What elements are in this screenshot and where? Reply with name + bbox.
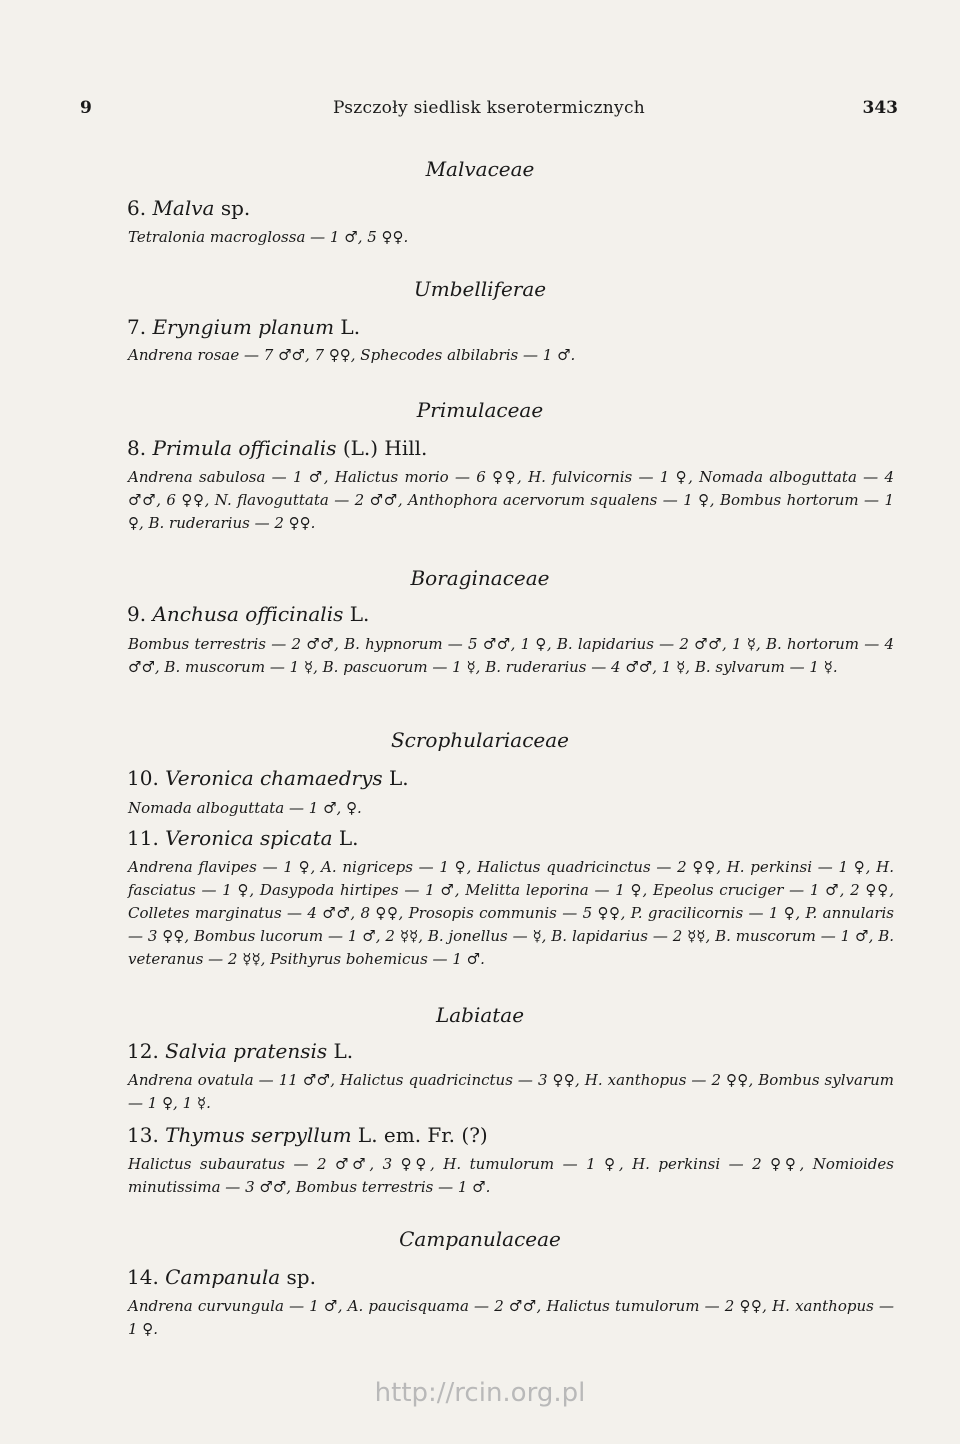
plant-name: Thymus serpyllum (165, 1123, 352, 1147)
plant-number: 7. (127, 315, 147, 339)
plant-number: 10. (127, 766, 159, 790)
plant-authority: L. (389, 766, 409, 790)
family-heading-campanulaceae: Campanulaceae (399, 1227, 561, 1251)
family-heading-malvaceae: Malvaceae (425, 157, 535, 181)
plant-name: Salvia pratensis (165, 1039, 328, 1063)
family-heading-umbelliferae: Umbelliferae (413, 277, 547, 301)
plant-name: Primula officinalis (152, 436, 337, 460)
plant-number: 13. (127, 1123, 159, 1147)
bee-list-primula: Andrena sabulosa — 1 ♂, Halictus morio — 6 ♀♀, H. fulvicornis — 1 ♀, Nomada alboguttata — 4 ♂♂, 6 ♀♀, N. flavoguttata — 2 ♂♂, Anthophora acervorum squalens — 1 ♀, Bombus hortorum — 1 ♀, B. ruderarius — 2 ♀♀. (128, 468, 894, 532)
running-title: Pszczoły siedlisk kserotermicznych (332, 98, 646, 118)
family-heading-boraginaceae: Boraginaceae (410, 566, 550, 590)
plant-authority: sp. (220, 196, 251, 220)
family-heading-labiatae: Labiatae (435, 1003, 525, 1027)
plant-authority: L. (338, 826, 359, 850)
plant-heading-salvia (127, 1039, 353, 1063)
plant-heading-campanula (127, 1265, 316, 1289)
plant-name: Eryngium planum (152, 315, 335, 339)
plant-number: 6. (127, 196, 147, 220)
bee-list-campanula: Andrena curvungula — 1 ♂, A. paucisquama — 2 ♂♂, Halictus tumulorum — 2 ♀♀, H. xanthopus — 1 ♀. (128, 1297, 894, 1338)
plant-heading-veronica-chamaedrys (127, 766, 409, 790)
plant-authority: L. (340, 315, 361, 339)
family-heading-primulaceae: Primulaceae (416, 398, 544, 422)
plant-heading-eryngium (127, 315, 360, 339)
plant-authority: L. (349, 602, 370, 626)
bee-list-eryngium: Andrena rosae — 7 ♂♂, 7 ♀♀, Sphecodes albilabris — 1 ♂. (128, 346, 576, 364)
bee-list-anchusa: Bombus terrestris — 2 ♂♂, B. hypnorum — 5 ♂♂, 1 ♀, B. lapidarius — 2 ♂♂, 1 ☿, B. hortorum — 4 ♂♂, B. muscorum — 1 ☿, B. pascuorum — 1 ☿, B. ruderarius — 4 ♂♂, 1 ☿, B. sylvarum — 1 ☿. (128, 635, 894, 676)
page-header (80, 98, 898, 126)
page-number-left: 9 (80, 98, 92, 118)
plant-heading-thymus (127, 1123, 488, 1147)
plant-authority: L. em. Fr. (?) (357, 1123, 488, 1147)
plant-authority: L. (333, 1039, 354, 1063)
plant-name: Anchusa officinalis (152, 602, 344, 626)
bee-list-malva: Tetralonia macroglossa — 1 ♂, 5 ♀♀. (128, 228, 409, 246)
plant-heading-malva (127, 196, 250, 220)
family-heading-scrophulariaceae: Scrophulariaceae (390, 728, 570, 752)
plant-name: Veronica spicata (165, 826, 333, 850)
plant-authority: sp. (286, 1265, 316, 1289)
bee-list-salvia: Andrena ovatula — 11 ♂♂, Halictus quadricinctus — 3 ♀♀, H. xanthopus — 2 ♀♀, Bombus sylvarum — 1 ♀, 1 ☿. (128, 1071, 894, 1112)
plant-number: 11. (127, 826, 159, 850)
plant-number: 14. (127, 1265, 159, 1289)
plant-heading-veronica-spicata (127, 826, 359, 850)
bee-list-veronica-spicata: Andrena flavipes — 1 ♀, A. nigriceps — 1 ♀, Halictus quadricinctus — 2 ♀♀, H. perkinsi — 1 ♀, H. fasciatus — 1 ♀, Dasypoda hirtipes — 1 ♂, Melitta leporina — 1 ♀, Epeolus cruciger — 1 ♂, 2 ♀♀, Colletes marginatus — 4 ♂♂, 8 ♀♀, Prosopis communis — 5 ♀♀, P. gracilicornis — 1 ♀, P. annularis — 3 ♀♀, Bombus lucorum — 1 ♂, 2 ☿☿, B. jonellus — ☿, B. lapidarius — 2 ☿☿, B. muscorum — 1 ♂, B. veteranus — 2 ☿☿, Psithyrus bohemicus — 1 ♂. (128, 858, 894, 968)
plant-name: Malva (152, 196, 215, 220)
bee-list-thymus: Halictus subauratus — 2 ♂♂, 3 ♀♀, H. tumulorum — 1 ♀, H. perkinsi — 2 ♀♀, Nomioides minutissima — 3 ♂♂, Bombus terrestris — 1 ♂. (128, 1155, 894, 1196)
watermark: http://rcin.org.pl (374, 1378, 586, 1408)
plant-number: 9. (127, 602, 147, 626)
plant-number: 8. (127, 436, 147, 460)
plant-heading-primula (127, 436, 427, 460)
plant-name: Veronica chamaedrys (165, 766, 383, 790)
plant-heading-anchusa (127, 602, 369, 626)
page-number-right: 343 (862, 98, 898, 118)
plant-number: 12. (127, 1039, 159, 1063)
plant-authority: (L.) Hill. (342, 436, 428, 460)
plant-name: Campanula (165, 1265, 281, 1289)
bee-list-veronica-chamaedrys: Nomada alboguttata — 1 ♂, ♀. (128, 799, 362, 817)
